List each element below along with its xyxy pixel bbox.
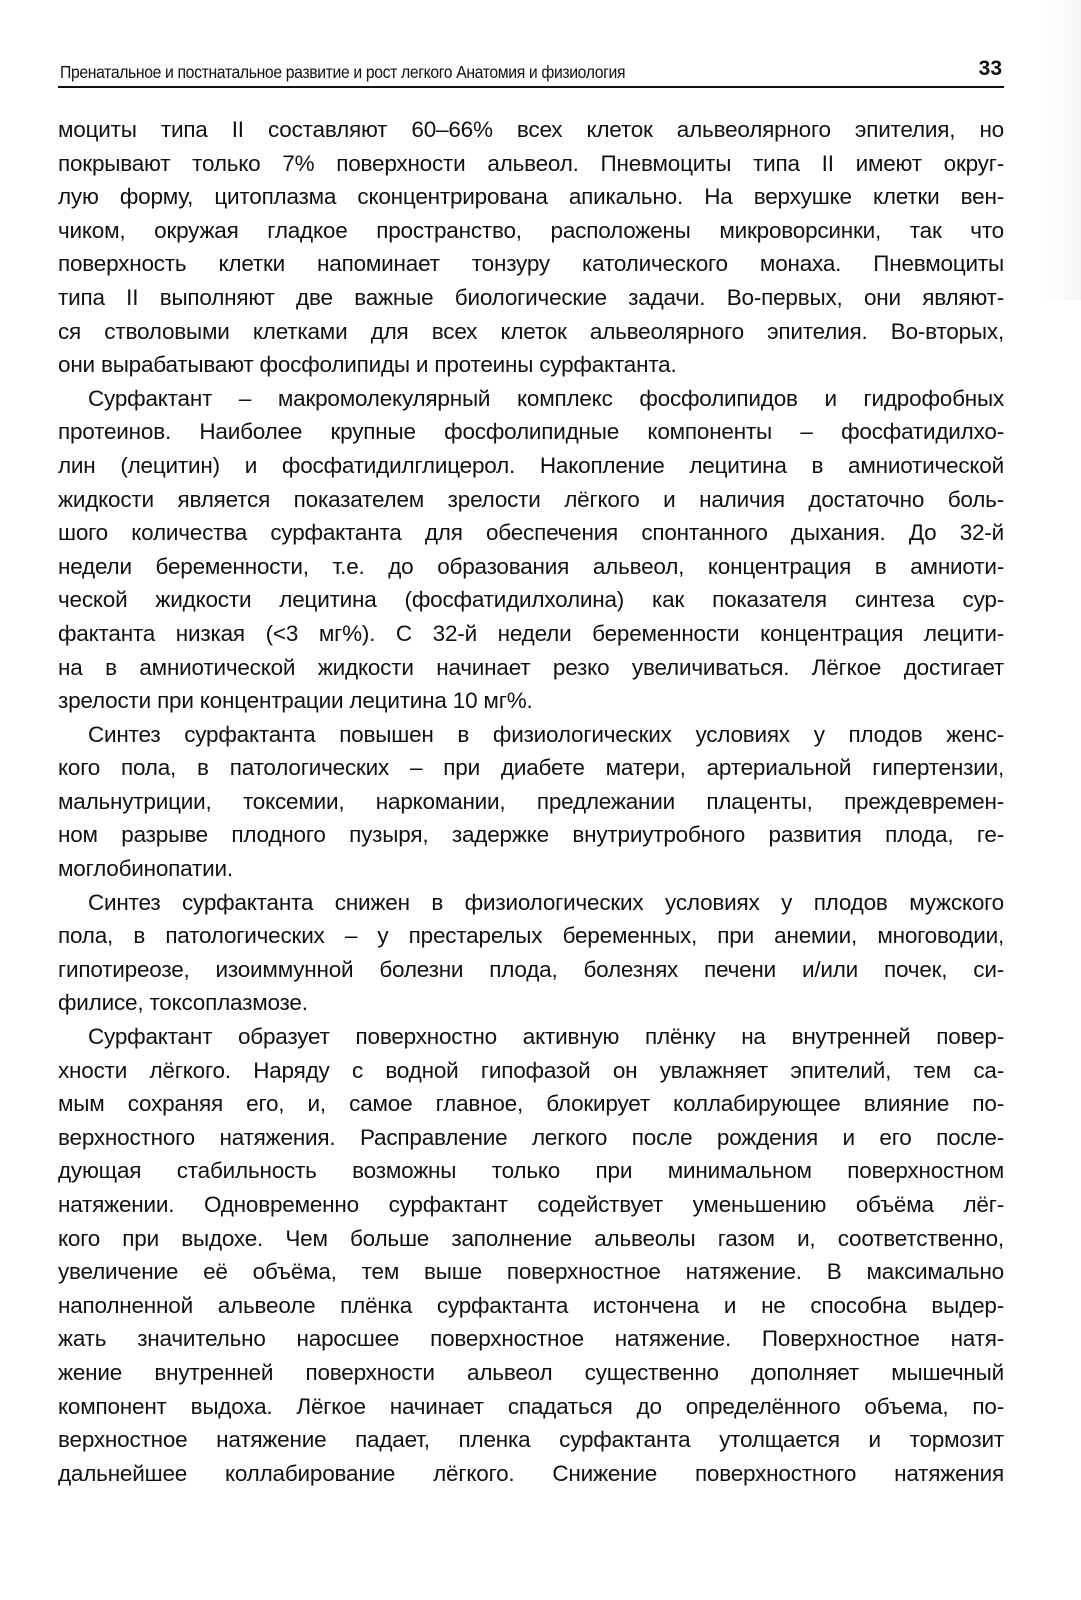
text-line: лин (лецитин) и фосфатидилглицерол. Накопление лецитина в амниотической xyxy=(58,452,1004,478)
text-line: верхностного натяжения. Расправление легкого после рождения и его после- xyxy=(58,1124,1004,1150)
text-line: фактанта низкая (<3 мг%). С 32-й недели беременности концентрация лецити- xyxy=(58,620,1004,646)
text-line: компонент выдоха. Лёгкое начинает спадаться до определённого объема, по- xyxy=(58,1393,1004,1419)
text-line: на в амниотической жидкости начинает резко увеличиваться. Лёгкое достигает xyxy=(58,654,1004,680)
text-line: мым сохраняя его, и, самое главное, блокирует коллабирующее влияние по- xyxy=(58,1091,1004,1117)
text-line: жать значительно наросшее поверхностное натяжение. Поверхностное натя- xyxy=(58,1326,1004,1352)
text-line: лую форму, цитоплазма сконцентрирована апикально. На верхушке клетки вен- xyxy=(58,184,1004,210)
text-line: пола, в патологических – у престарелых беременных, при анемии, многоводии, xyxy=(58,923,1004,949)
text-line: они вырабатывают фосфолипиды и протеины сурфактанта. xyxy=(58,352,677,378)
paragraph xyxy=(58,382,1004,718)
text-line: Сурфактант образует поверхностно активную плёнку на внутренней повер- xyxy=(88,1024,1004,1050)
paragraph xyxy=(58,886,1004,1020)
text-line: жидкости является показателем зрелости лёгкого и наличия достаточно боль- xyxy=(58,486,1004,512)
text-line: протеинов. Наиболее крупные фосфолипидные компоненты – фосфатидилхо- xyxy=(58,419,1004,445)
text-line: филисе, токсоплазмозе. xyxy=(58,990,308,1016)
text-line: Синтез сурфактанта повышен в физиологических условиях у плодов женс- xyxy=(88,721,1004,747)
text-line: типа II выполняют две важные биологические задачи. Во-первых, они являют- xyxy=(58,284,1004,310)
page-edge-shadow xyxy=(1041,0,1081,300)
page-number: 33 xyxy=(978,57,1002,80)
text-line: жение внутренней поверхности альвеол существенно дополняет мышечный xyxy=(58,1359,1004,1385)
text-line: мальнутриции, токсемии, наркомании, предлежании плаценты, преждевремен- xyxy=(58,788,1004,814)
text-line: моглобинопатии. xyxy=(58,856,233,882)
paragraph xyxy=(58,1020,1004,1490)
text-line: зрелости при концентрации лецитина 10 мг%. xyxy=(58,688,533,714)
text-line: недели беременности, т.е. до образования альвеол, концентрация в амниоти- xyxy=(58,553,1004,579)
text-line: верхностное натяжение падает, пленка сурфактанта утолщается и тормозит xyxy=(58,1427,1004,1453)
text-line: ся стволовыми клетками для всех клеток альвеолярного эпителия. Во-вторых, xyxy=(58,318,1004,344)
text-line: моциты типа II составляют 60–66% всех клеток альвеолярного эпителия, но xyxy=(58,117,1004,142)
text-line: чиком, окружая гладкое пространство, расположены микроворсинки, так что xyxy=(58,217,1004,243)
text-line: наполненной альвеоле плёнка сурфактанта истончена и не способна выдер- xyxy=(58,1292,1004,1318)
text-line: Сурфактант – макромолекулярный комплекс фосфолипидов и гидрофобных xyxy=(88,385,1004,411)
paragraph xyxy=(58,113,1004,382)
text-line: Синтез сурфактанта снижен в физиологических условиях у плодов мужского xyxy=(88,889,1004,915)
paragraph xyxy=(58,718,1004,886)
body-text xyxy=(58,113,1004,1593)
text-line: шого количества сурфактанта для обеспечения спонтанного дыхания. До 32-й xyxy=(58,520,1004,546)
running-header xyxy=(58,56,1004,88)
text-line: покрывают только 7% поверхности альвеол. Пневмоциты типа II имеют округ- xyxy=(58,150,1004,176)
text-line: хности лёгкого. Наряду с водной гипофазой он увлажняет эпителий, тем са- xyxy=(58,1057,1004,1083)
running-title: Пренатальное и постнатальное развитие и рост легкого Анатомия и физиология xyxy=(60,62,626,82)
text-line: гипотиреозе, изоиммунной болезни плода, болезнях печени и/или почек, си- xyxy=(58,956,1004,982)
text-line: дальнейшее коллабирование лёгкого. Снижение поверхностного натяжения xyxy=(58,1460,1004,1486)
text-line: кого пола, в патологических – при диабете матери, артериальной гипертензии, xyxy=(58,755,1004,781)
text-line: кого при выдохе. Чем больше заполнение альвеолы газом и, соответственно, xyxy=(58,1225,1004,1251)
text-line: ческой жидкости лецитина (фосфатидилхолина) как показателя синтеза сур- xyxy=(58,587,1004,613)
text-line: дующая стабильность возможны только при минимальном поверхностном xyxy=(58,1158,1004,1184)
text-line: ном разрыве плодного пузыря, задержке внутриутробного развития плода, ге- xyxy=(58,822,1004,848)
text-line: натяжении. Одновременно сурфактант содействует уменьшению объёма лёг- xyxy=(58,1192,1004,1217)
text-line: поверхность клетки напоминает тонзуру католического монаха. Пневмоциты xyxy=(58,251,1004,277)
text-line: увеличение её объёма, тем выше поверхностное натяжение. В максимально xyxy=(58,1259,1004,1285)
